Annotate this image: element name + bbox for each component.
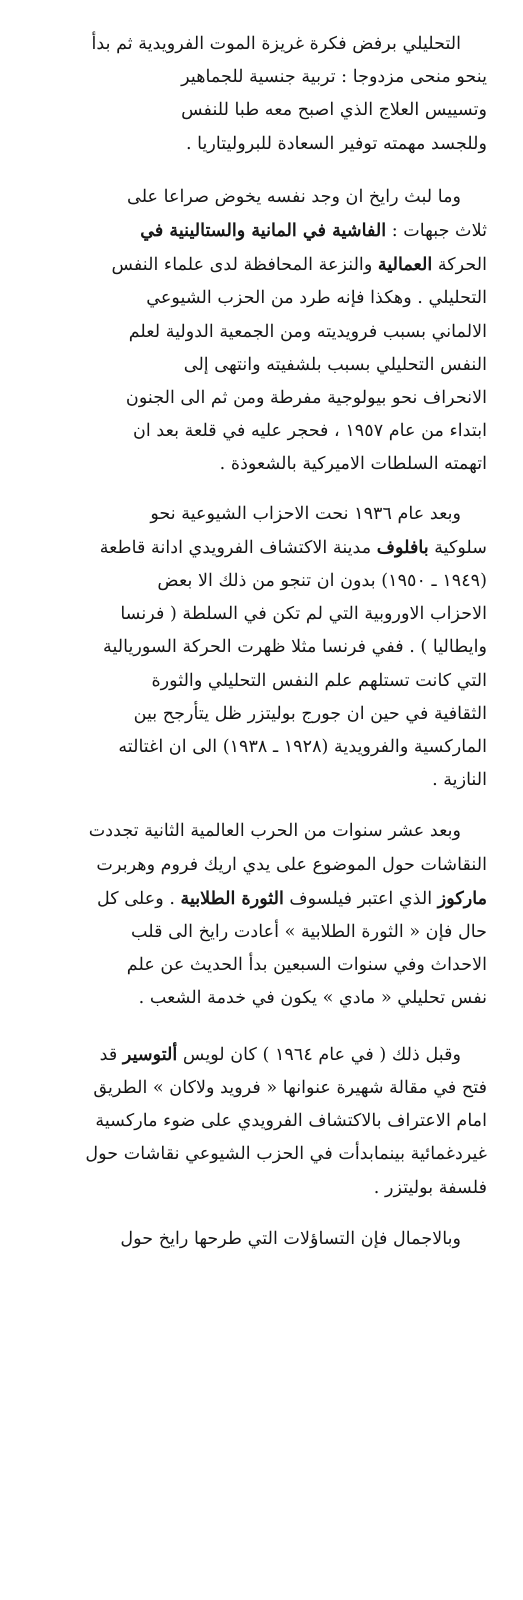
text-line xyxy=(30,1072,487,1105)
text-line xyxy=(30,415,487,448)
text-line xyxy=(30,128,487,161)
text-run: حال فإن « الثورة الطلابية » أعادت رايخ الى قلب xyxy=(131,922,487,943)
text-line xyxy=(30,882,487,916)
bold-text: الثورة الطلابية xyxy=(180,887,284,909)
text-run: الماركسية والفرويدية (١٩٢٨ ـ ١٩٣٨) الى ان اغتالته xyxy=(118,737,487,758)
text-run: . وعلى كل xyxy=(96,888,181,909)
text-line xyxy=(30,448,487,481)
text-line xyxy=(30,949,487,982)
text-run: التحليلي برفض فكرة غريزة الموت الفرويدية ثم بدأ xyxy=(91,34,461,54)
paragraph xyxy=(30,1223,487,1256)
text-line xyxy=(30,565,487,598)
text-run: وايطاليا ) . ففي فرنسا مثلا ظهرت الحركة السوريالية xyxy=(103,637,487,658)
text-line xyxy=(30,28,487,61)
text-line xyxy=(30,214,487,248)
text-run: وما لبث رايخ ان وجد نفسه يخوض صراعا على xyxy=(127,186,461,207)
text-run: فتح في مقالة شهيرة عنوانها « فرويد ولاكان » الطريق xyxy=(93,1077,487,1098)
text-run: وبالاجمال فإن التساؤلات التي طرحها رايخ حول xyxy=(120,1228,461,1249)
text-run: ثلاث جبهات : xyxy=(386,221,487,242)
text-run: الحركة xyxy=(432,255,487,276)
text-run: وبعد عشر سنوات من الحرب العالمية الثانية تجددت xyxy=(88,821,461,842)
text-line xyxy=(30,248,487,282)
text-run: مدينة الاكتشاف الفرويدي ادانة قاطعة xyxy=(99,537,377,558)
text-line xyxy=(30,531,487,565)
bold-text: بافلوف xyxy=(376,536,429,558)
text-line xyxy=(30,631,487,664)
text-line xyxy=(30,1138,487,1171)
text-line xyxy=(30,61,487,94)
text-run: الانحراف نحو بيولوجية مفرطة ومن ثم الى الجنون xyxy=(125,388,487,409)
text-run: والنزعة المحافظة لدى علماء النفس xyxy=(111,255,378,276)
text-run: (١٩٤٩ ـ ١٩٥٠) بدون ان تنجو من ذلك الا بعض xyxy=(157,571,487,592)
text-run: ينحو منحى مزدوجا : تربية جنسية للجماهير xyxy=(181,67,487,88)
text-run: الثقافية في حين ان جورج بوليتزر ظل يتأرجح بين xyxy=(133,703,487,724)
text-line xyxy=(30,1038,487,1072)
text-line xyxy=(30,665,487,698)
text-line xyxy=(30,94,487,127)
text-run: التحليلي . وهكذا فإنه طرد من الحزب الشيوعي xyxy=(146,288,487,309)
bold-text: الفاشية في المانية والستالينية في xyxy=(140,220,387,242)
text-run: الاحزاب الاوروبية التي لم تكن في السلطة ( فرنسا xyxy=(120,604,487,625)
text-run: النقاشات حول الموضوع على يدي اريك فروم وهربرت xyxy=(96,854,487,875)
text-run: التي كانت تستلهم علم النفس التحليلي والثورة xyxy=(151,670,487,691)
text-line xyxy=(30,982,487,1015)
bold-text: ماركوز xyxy=(437,887,487,909)
text-run: الالماني بسبب فرويديته ومن الجمعية الدولية لعلم xyxy=(128,321,487,342)
text-run: ابتداء من عام ١٩٥٧ ، فحجر عليه في قلعة بعد ان xyxy=(132,421,487,442)
text-line xyxy=(30,1105,487,1138)
text-run: سلوكية xyxy=(428,537,487,558)
text-line xyxy=(30,764,487,797)
text-run: وللجسد مهمته توفير السعادة للبروليتاريا . xyxy=(185,133,487,154)
text-run: فلسفة بوليتزر . xyxy=(373,1177,487,1198)
text-line xyxy=(30,498,487,531)
text-line xyxy=(30,316,487,349)
text-line xyxy=(30,815,487,848)
paragraph xyxy=(30,28,487,161)
text-line xyxy=(30,349,487,382)
text-line xyxy=(30,849,487,882)
text-run: اتهمته السلطات الاميركية بالشعوذة . xyxy=(219,454,487,475)
text-line xyxy=(30,181,487,214)
text-line xyxy=(30,731,487,764)
paragraph xyxy=(30,815,487,1015)
text-line xyxy=(30,698,487,731)
text-run: وتسييس العلاج الذي اصبح معه طبا للنفس xyxy=(181,100,487,121)
text-run: النازية . xyxy=(432,770,487,791)
text-line xyxy=(30,382,487,415)
text-run: غيردغمائية بينمابدأت في الحزب الشيوعي نقاشات حول xyxy=(85,1144,487,1165)
text-line xyxy=(30,1223,487,1256)
text-run: الذي اعتبر فيلسوف xyxy=(283,888,438,909)
text-line xyxy=(30,598,487,631)
text-run: النفس التحليلي بسبب بلشفيته وانتهى إلى xyxy=(183,354,487,375)
bold-text: العمالية xyxy=(377,254,433,276)
paragraph xyxy=(30,498,487,798)
paragraph xyxy=(30,1038,487,1205)
text-run: الاحداث وفي سنوات السبعين بدأ الحديث عن علم xyxy=(126,955,487,976)
bold-text: ألتوسير xyxy=(122,1043,178,1065)
text-run: وبعد عام ١٩٣٦ نحت الاحزاب الشيوعية نحو xyxy=(150,503,461,524)
text-line xyxy=(30,916,487,949)
text-run: قد xyxy=(99,1044,123,1065)
text-line xyxy=(30,282,487,315)
text-run: وقبل ذلك ( في عام ١٩٦٤ ) كان لويس xyxy=(177,1044,461,1065)
paragraph xyxy=(30,181,487,482)
text-run: امام الاعتراف بالاكتشاف الفرويدي على ضوء ماركسية xyxy=(95,1111,487,1132)
text-line xyxy=(30,1172,487,1205)
text-run: نفس تحليلي « مادي » يكون في خدمة الشعب . xyxy=(138,988,487,1009)
